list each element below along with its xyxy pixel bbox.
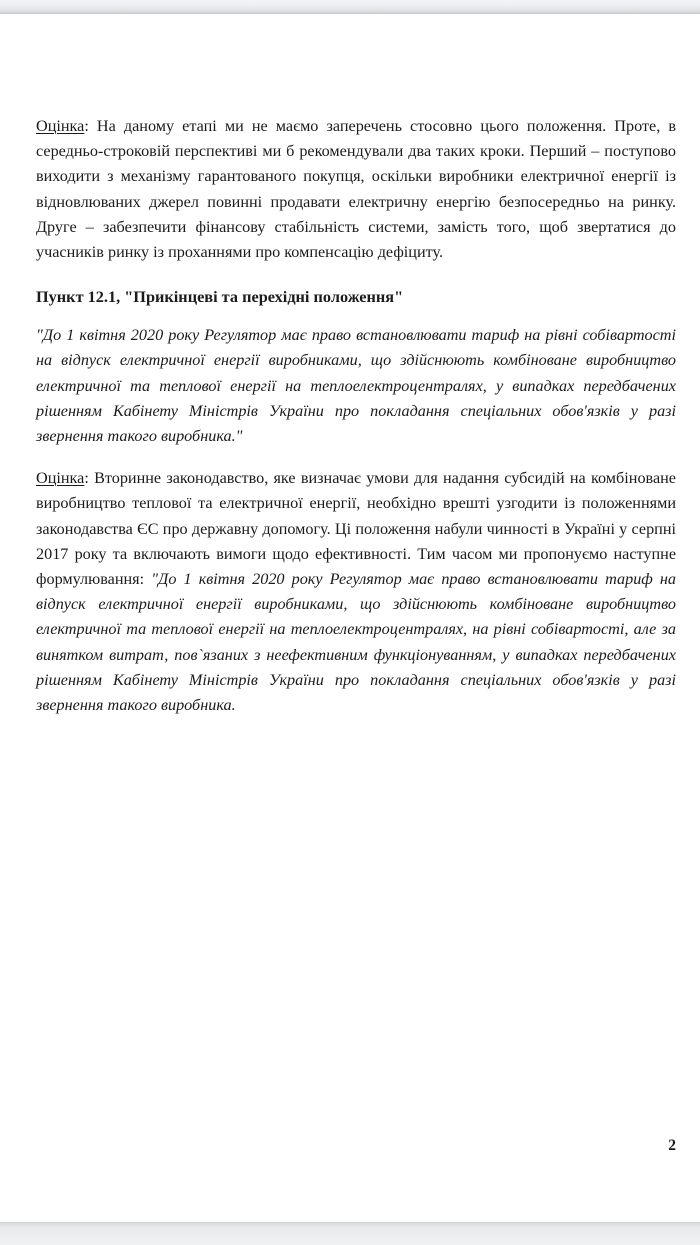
assessment-paragraph-1-text: На даному етапі ми не маємо заперечень стосовно цього положення. Проте, в середньо-строковій перспективі ми б рекомендували два таких кроки. Перший – поступово виходити з механізму гарантованого покупця, оскільки виробники електричної енергії із відновлюваних джерел повинні продавати електричну енергію безпосередньо на ринку. Друге – забезпечити фінансову стабільність системи, замість того, щоб звертатися до учасників ринку із проханнями про компенсацію дефіциту.	[36, 117, 676, 262]
quoted-provision-paragraph: "До 1 квітня 2020 року Регулятор має право встановлювати тариф на рівні собівартості на відпуск електричної енергії виробниками, що здійснюють комбіноване виробництво електричної та теплової енергії на теплоелектроцентралях, у випадках передбачених рішенням Кабінету Міністрів України про покладання спеціальних обов'язків у разі звернення такого виробника."	[36, 326, 676, 446]
assessment-label: Оцінка	[36, 469, 85, 488]
proposed-wording-quote: "До 1 квітня 2020 року Регулятор має право встановлювати тариф на відпуск електричної енергії виробниками, що здійснюють комбіноване виробництво електричної та теплової енергії на теплоелектроцентралях, на рівні собівартості, але за винятком витрат, пов`язаних з неефективним функціонуванням, у випадках передбачених рішенням Кабінету Міністрів України про покладання спеціальних обов'язків у разі звернення такого виробника.	[36, 570, 676, 715]
assessment-label-separator: :	[84, 117, 89, 135]
page-number: 2	[668, 1137, 676, 1154]
document-page-sheet	[0, 13, 700, 1222]
assessment-paragraph-2-text: Вторинне законодавство, яке визначає умови для надання субсидій на комбіноване виробництво теплової та електричної енергії, необхідно врешті узгодити із положеннями законодавства ЄС про державну допомогу. Ці положення набули чинності в Україні у серпні 2017 року та включають вимоги щодо ефективності. Тим часом ми пропонуємо наступне формулювання:	[36, 469, 676, 589]
assessment-label: Оцінка	[36, 117, 85, 135]
assessment-paragraph-1	[36, 114, 676, 265]
section-heading: Пункт 12.1, "Прикінцеві та перехідні положення"	[36, 287, 404, 307]
viewer-bottom-edge	[0, 1222, 700, 1245]
assessment-paragraph-2	[36, 466, 676, 718]
viewer-top-edge	[0, 0, 700, 14]
document-body	[36, 114, 676, 731]
assessment-label-separator: :	[84, 469, 89, 488]
